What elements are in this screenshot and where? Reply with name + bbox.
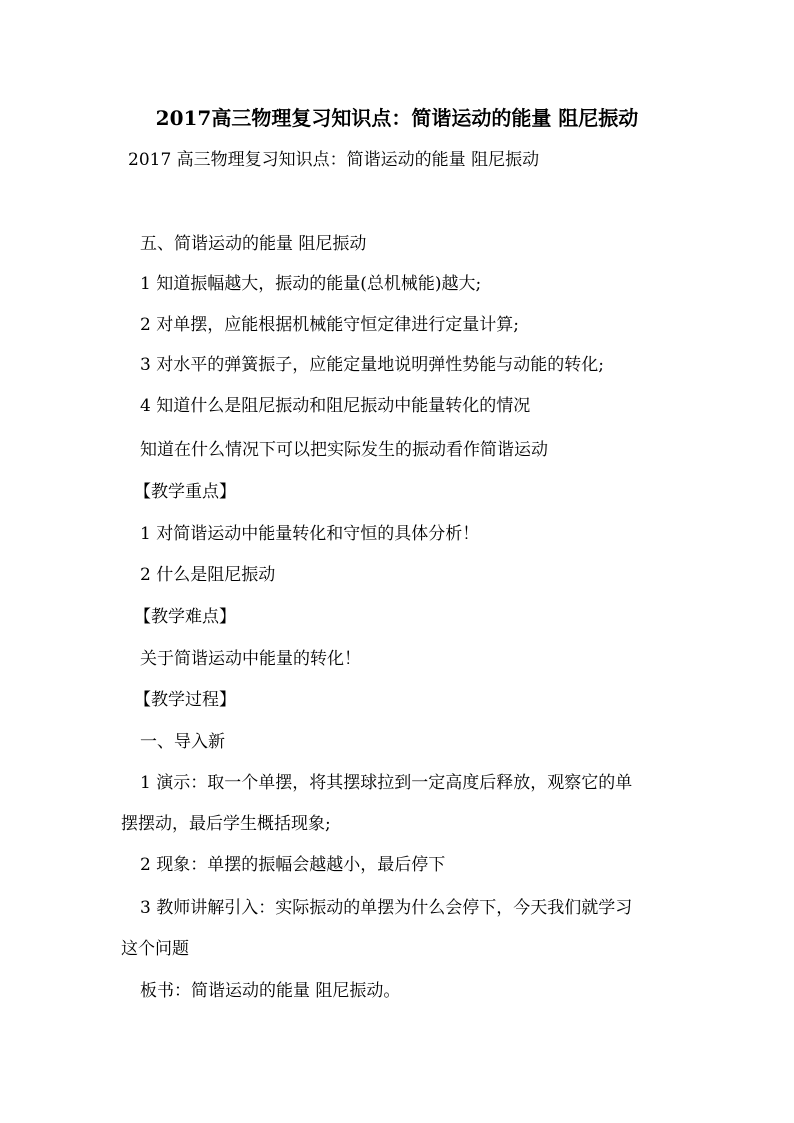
paragraph-line: 1 演示：取一个单摆，将其摆球拉到一定高度后释放，观察它的单	[140, 773, 633, 793]
paragraph-line: 1 知道振幅越大，振动的能量(总机械能)越大;	[140, 274, 482, 294]
section-label: 【教学重点】	[134, 482, 236, 502]
paragraph-line: 2 什么是阻尼振动	[140, 565, 276, 585]
section-label: 【教学过程】	[134, 690, 236, 710]
section-heading: 五、简谐运动的能量 阻尼振动	[140, 234, 367, 254]
paragraph-line: 板书：简谐运动的能量 阻尼振动。	[140, 981, 401, 1001]
paragraph-line: 2 对单摆，应能根据机械能守恒定律进行定量计算;	[140, 315, 519, 335]
paragraph-line: 这个问题	[121, 939, 189, 959]
paragraph-line: 1 对简谐运动中能量转化和守恒的具体分析！	[140, 524, 480, 544]
document-title: 2017高三物理复习知识点：简谐运动的能量 阻尼振动	[155, 106, 639, 130]
paragraph-line: 2 现象：单摆的振幅会越越小，最后停下	[140, 855, 446, 875]
paragraph-line: 摆摆动，最后学生概括现象;	[121, 814, 331, 834]
paragraph-line: 4 知道什么是阻尼振动和阻尼振动中能量转化的情况	[140, 396, 531, 416]
paragraph-line: 一、导入新	[140, 732, 225, 752]
section-label: 【教学难点】	[134, 607, 236, 627]
paragraph-line: 3 对水平的弹簧振子，应能定量地说明弹性势能与动能的转化;	[140, 355, 604, 375]
paragraph-line: 3 教师讲解引入：实际振动的单摆为什么会停下，今天我们就学习	[140, 898, 633, 918]
document-subtitle: 2017 高三物理复习知识点：简谐运动的能量 阻尼振动	[128, 150, 540, 170]
paragraph-line: 知道在什么情况下可以把实际发生的振动看作简谐运动	[140, 440, 548, 460]
paragraph-line: 关于简谐运动中能量的转化！	[140, 649, 361, 669]
